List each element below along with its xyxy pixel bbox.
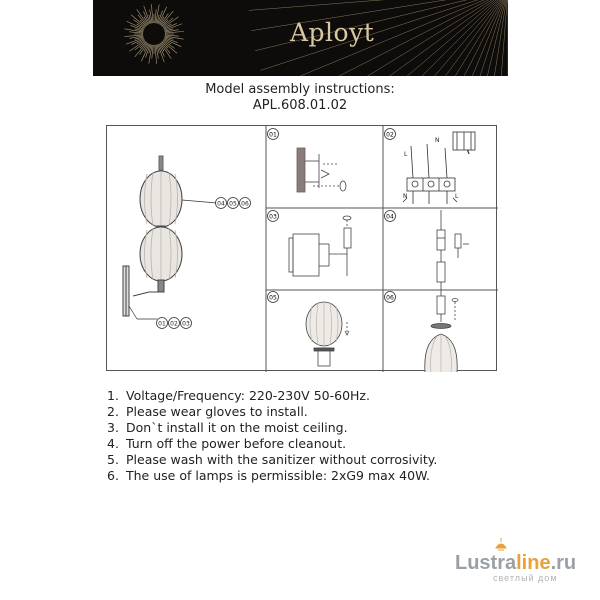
step-05-illustration xyxy=(306,302,349,366)
callout-04: 04 xyxy=(217,200,225,208)
instruction-list xyxy=(107,388,437,484)
instruction-item: 3. Don`t install it on the moist ceiling. xyxy=(107,420,348,435)
callout-02: 02 xyxy=(170,320,178,328)
instruction-item: 4. Turn off the power before cleanout. xyxy=(107,436,347,451)
main-lamp-illustration xyxy=(123,156,182,316)
instruction-item: 1. Voltage/Frequency: 220-230V 50-60Hz. xyxy=(107,388,370,403)
step-03-badge: 03 xyxy=(269,213,277,221)
step-01-badge: 01 xyxy=(269,131,277,139)
instruction-item: 6. The use of lamps is permissible: 2xG9 max 40W. xyxy=(107,468,430,483)
watermark-tagline: светлый дом xyxy=(493,573,558,583)
watermark xyxy=(455,553,576,583)
title-block xyxy=(0,82,600,114)
brand-name: Aployt xyxy=(290,18,375,47)
watermark-logo: Lustraline.ru xyxy=(455,552,577,574)
step-04-illustration xyxy=(437,210,469,290)
model-number: APL.608.01.02 xyxy=(252,98,348,113)
step-03-illustration xyxy=(289,216,351,276)
instruction-item: 2. Please wear gloves to install. xyxy=(107,404,308,419)
wire-label-n-top: N xyxy=(435,137,440,144)
step-06-illustration xyxy=(425,290,458,372)
wire-label-n-bottom: N xyxy=(403,193,408,200)
lamp-icon xyxy=(494,538,508,552)
step-badges xyxy=(268,129,396,303)
page-title: Model assembly instructions: xyxy=(205,82,395,97)
callout-group-bottom xyxy=(157,318,192,329)
step-01-illustration xyxy=(297,148,346,192)
assembly-diagram xyxy=(106,125,497,371)
instruction-item: 5. Please wash with the sanitizer without corrosivity. xyxy=(107,452,438,467)
step-04-badge: 04 xyxy=(386,213,394,221)
callout-05: 05 xyxy=(229,200,237,208)
wire-label-l-top: L xyxy=(404,151,408,158)
step-05-badge: 05 xyxy=(269,294,277,302)
callout-03: 03 xyxy=(182,320,190,328)
step-02-badge: 02 xyxy=(386,131,394,139)
step-06-badge: 06 xyxy=(386,294,394,302)
wire-label-l-bottom: L xyxy=(455,193,459,200)
callout-01: 01 xyxy=(158,320,166,328)
callout-06: 06 xyxy=(241,200,249,208)
brand-banner xyxy=(93,0,508,76)
callout-group-top xyxy=(216,198,251,209)
